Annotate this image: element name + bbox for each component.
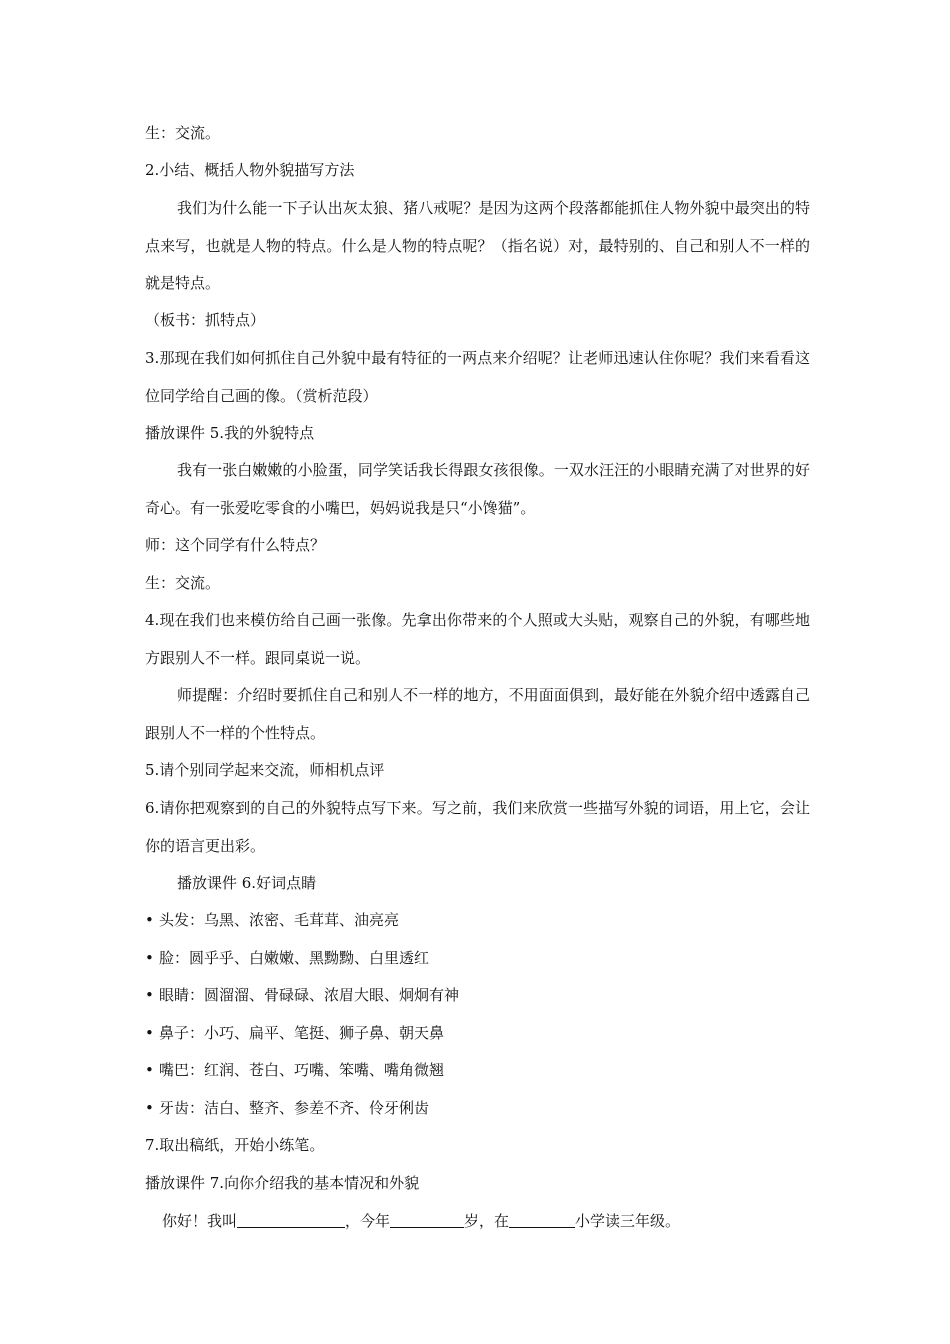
list-item: • 牙齿：洁白、整齐、参差不齐、伶牙俐齿 <box>145 1090 810 1128</box>
sample-paragraph: 我有一张白嫩嫩的小脸蛋，同学笑话我长得跟女孩很像。一双水汪汪的小眼睛充满了对世界的好奇心。有一张爱吃零食的小嘴巴，妈妈说我是只“小馋猫”。 <box>145 461 810 517</box>
bullet-icon: • <box>145 911 154 929</box>
bullet-icon: • <box>145 1099 154 1117</box>
teacher-reminder: 师提醒：介绍时要抓住自己和别人不一样的地方，不用面面俱到，最好能在外貌介绍中透露自己跟别人不一样的个性特点。 <box>145 686 810 742</box>
paragraph-feature-explanation: 我们为什么能一下子认出灰太狼、猪八戒呢？是因为这两个段落都能抓住人物外貌中最突出的特点来写，也就是人物的特点。什么是人物的特点呢？（指名说）对，最特别的、自己和别人不一样的就是特点。 <box>145 199 810 292</box>
step-4-paragraph: 4.现在我们也来模仿给自己画一张像。先拿出你带来的个人照或大头贴，观察自己的外貌，有哪些地方跟别人不一样。跟同桌说一说。 <box>145 611 810 667</box>
bullet-icon: • <box>145 1061 154 1079</box>
courseware-5-heading: 播放课件 5.我的外貌特点 <box>145 424 315 442</box>
list-item: • 头发：乌黑、浓密、毛茸茸、油亮亮 <box>145 902 810 940</box>
dialogue-student-2: 生：交流。 <box>145 574 221 592</box>
step-7-heading: 7.取出稿纸，开始小练笔。 <box>145 1136 325 1154</box>
list-item: • 眼睛：圆溜溜、骨碌碌、浓眉大眼、炯炯有神 <box>145 977 810 1015</box>
step-6-paragraph: 6.请你把观察到的自己的外貌特点写下来。写之前，我们来欣赏一些描写外貌的词语，用上它，会让你的语言更出彩。 <box>145 799 810 855</box>
school-blank[interactable] <box>509 1209 575 1228</box>
dialogue-teacher: 师：这个同学有什么特点？ <box>145 536 326 554</box>
bullet-icon: • <box>145 949 154 967</box>
fill-in-sentence: 你好！我叫 ，今年 岁，在 小学读三年级。 <box>162 1203 812 1241</box>
courseware-6-heading: 播放课件 6.好词点睛 <box>177 874 317 892</box>
name-blank[interactable] <box>237 1209 345 1228</box>
blackboard-note: （板书：抓特点） <box>145 311 266 329</box>
courseware-7-heading: 播放课件 7.向你介绍我的基本情况和外貌 <box>145 1174 420 1192</box>
dialogue-student-1: 生：交流。 <box>145 124 221 142</box>
list-item: • 嘴巴：红润、苍白、巧嘴、笨嘴、嘴角微翘 <box>145 1052 810 1090</box>
list-item: • 鼻子：小巧、扁平、笔挺、狮子鼻、朝天鼻 <box>145 1015 810 1053</box>
step-5-heading: 5.请个别同学起来交流，师相机点评 <box>145 761 385 779</box>
list-item: • 脸：圆乎乎、白嫩嫩、黑黝黝、白里透红 <box>145 940 810 978</box>
bullet-icon: • <box>145 1024 154 1042</box>
step-3-paragraph: 3.那现在我们如何抓住自己外貌中最有特征的一两点来介绍呢？让老师迅速认住你呢？我们来看看这位同学给自己画的像。（赏析范段） <box>145 349 810 405</box>
bullet-icon: • <box>145 986 154 1004</box>
step-2-heading: 2.小结、概括人物外貌描写方法 <box>145 161 355 179</box>
age-blank[interactable] <box>390 1209 464 1228</box>
